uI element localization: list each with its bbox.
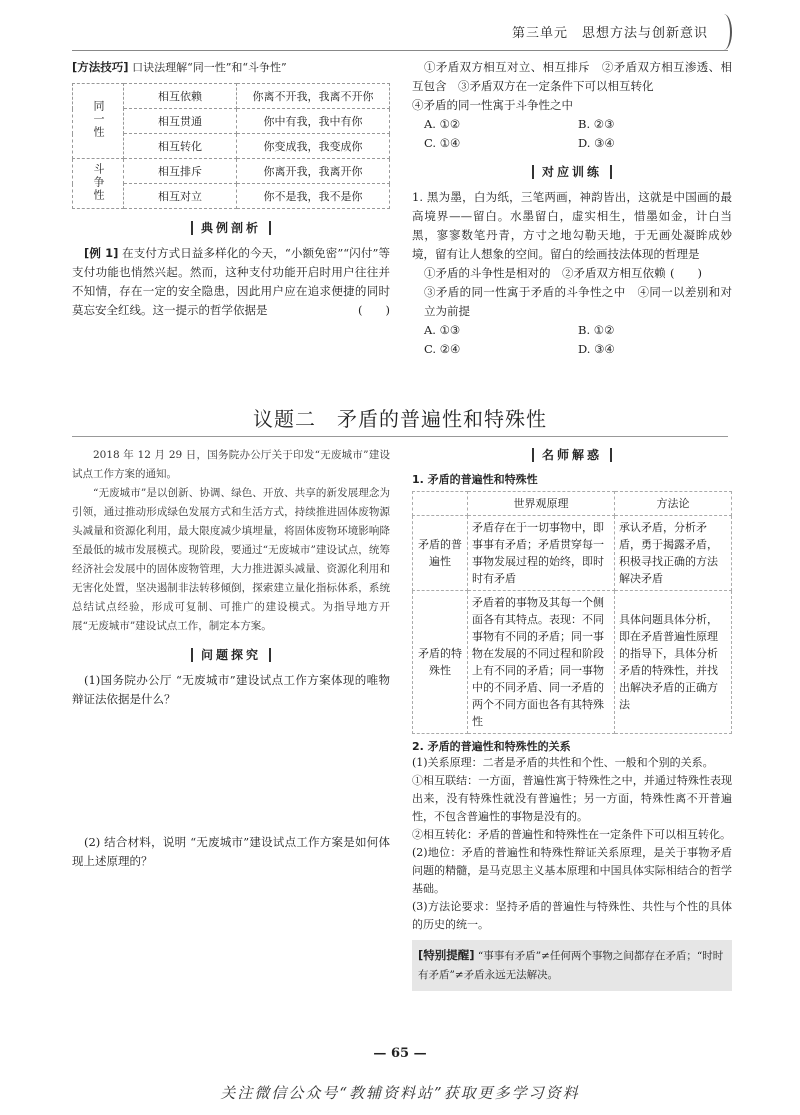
method-tip-tag: [方法技巧] [72,60,129,74]
left-column-top [72,58,390,320]
group-label-unity: 同一性 [73,84,124,159]
explain-paragraph-4: (2)地位：矛盾的普遍性和特殊性辩证关系原理，是关于事物矛盾问题的精髓，是马克思主义基本原理和中国具体实际相结合的哲学基础。 [412,846,732,895]
row-principle-particularity: 矛盾着的事物及其每一个侧面各有其特点。表现：不同事物有不同的矛盾；同一事物在发展的不同过程和阶段上有不同的矛盾；同一事物中的不同矛盾、同一矛盾的两个不同方面也各有其特殊性 [468,591,615,734]
table-row [413,516,732,591]
table-header-empty [413,492,468,516]
example-statements-2: ④矛盾的同一性寓于斗争性之中 [412,98,573,112]
question-1-bracket: ( ) [670,266,702,280]
table-cell: 你变成我，我变成你 [237,134,390,159]
table-row [73,84,390,109]
unit-header: 第三单元 思想方法与创新意识 [511,26,708,41]
table-cell: 相互转化 [124,134,237,159]
question-1-statement-2: ③矛盾的同一性寓于矛盾的斗争性之中 ④同一以差别和对立为前提 [424,285,732,318]
explain-paragraph-1: (1)关系原理：二者是矛盾的共性和个性、一般和个别的关系。 [412,756,714,769]
table-cell: 你离不开我，我离不开你 [237,84,390,109]
explain-paragraph-2: ①相互联结：一方面，普遍性寓于特殊性之中，并通过特殊性表现出来，没有特殊性就没有普遍性；另一方面，特殊性离不开普遍性，不包含普遍性的事物是没有的。 [412,774,732,823]
section-heading-inquiry: 问题探究 [72,646,390,663]
example-bracket: ( ) [358,303,390,317]
explain-table [412,491,732,734]
table-cell: 相互对立 [124,184,237,209]
inquiry-question-2: (2) 结合材料，说明 “无废城市”建设试点工作方案是如何体现上述原理的？ [72,835,390,868]
method-tip-table [72,83,390,209]
table-header-principle: 世界观原理 [468,492,615,516]
inquiry-question-1: (1)国务院办公厅 “无废城市”建设试点工作方案体现的唯物辩证法依据是什么？ [72,673,390,706]
table-cell: 你离开我，我离开你 [237,159,390,184]
option-c: C. ①④ [424,136,461,150]
method-tip-title: 口诀法理解“同一性”和“斗争性” [132,61,287,74]
explain-heading-2: 2. 矛盾的普遍性和特殊性的关系 [412,740,571,753]
section-heading-training: 对应训练 [412,163,732,180]
table-cell: 相互排斥 [124,159,237,184]
explain-paragraph-5: (3)方法论要求：坚持矛盾的普遍性与特殊性、共性与个性的具体的历史的统一。 [412,900,732,931]
section-heading-example: 典例剖析 [72,219,390,236]
option-d: D. ③④ [578,342,615,356]
example-statements-1: ①矛盾双方相互对立、相互排斥 ②矛盾双方相互渗透、相互包含 ③矛盾双方在一定条件下可以相互转化 [412,60,732,93]
option-d: D. ③④ [578,136,615,150]
row-name-universality: 矛盾的普遍性 [413,516,468,591]
example-1 [72,244,390,320]
material-paragraph-1: 2018 年 12 月 29 日，国务院办公厅关于印发“无废城市”建设试点工作方案的通知。 [72,449,390,480]
example-options [412,115,732,153]
option-b: B. ②③ [578,117,615,131]
table-cell: 你中有我，我中有你 [237,109,390,134]
row-method-universality: 承认矛盾，分析矛盾，勇于揭露矛盾，积极寻找正确的方法解决矛盾 [615,516,732,591]
option-b: B. ①② [578,323,615,337]
table-cell: 相互依赖 [124,84,237,109]
material-paragraph-2: “无废城市”是以创新、协调、绿色、开放、共享的新发展理念为引领，通过推动形成绿色发展方式和生活方式，持续推进固体废物源头减量和资源化利用，最大限度减少填埋量，将固体废物环境影响降至最低的城市发展模式。现阶段，要通过“无废城市”建设试点，统筹经济社会发展中的固体废物管理，大力推进源头减量、资源化利用和无害化处置，坚决遏制非法转移倾倒，探索建立量化指标体系，系统总结试点经验，形成可复制、可推广的建设模式。为指导地方开展“无废城市”建设试点工作，制定本方案。 [72,487,390,632]
option-a: A. ①③ [424,323,461,337]
special-note-box [412,940,732,991]
option-a: A. ①② [424,117,461,131]
table-header-method: 方法论 [615,492,732,516]
topic-title: 议题二 矛盾的普遍性和特殊性 [253,407,547,431]
page-number: — 65 — [373,1046,427,1061]
example-label: [例 1] [84,246,119,260]
row-principle-universality: 矛盾存在于一切事物中，即事事有矛盾；矛盾贯穿每一事物发展过程的始终，即时时有矛盾 [468,516,615,591]
table-cell: 相互贯通 [124,109,237,134]
table-cell: 你不是我，我不是你 [237,184,390,209]
section-heading-teacher: 名师解惑 [412,446,732,463]
question-1-options [412,321,732,359]
header-divider [72,50,728,51]
question-1-text: 1. 黑为墨，白为纸，三笔两画，神韵皆出，这就是中国画的最高境界——留白。水墨留白，虚实相生，惜墨如金，计白当黑，寥寥数笔丹青，方寸之地勾勒天地，于无画处凝眸成妙境，留有让人想象的空间。留白的绘画技法体现的哲理是 [412,190,732,261]
question-1-statement-1: ①矛盾的斗争性是相对的 ②矛盾双方相互依赖 [424,266,666,280]
footer-notice: 关注微信公众号“教辅资料站”获取更多学习资料 [220,1084,580,1102]
left-column-bottom [72,446,390,871]
answer-space-1[interactable] [72,709,390,833]
special-note-text: “事事有矛盾”≠任何两个事物之间都存在矛盾；“时时有矛盾”≠矛盾永远无法解决。 [418,950,724,981]
topic-divider [72,436,728,437]
table-row [73,159,390,184]
example-text: 在支付方式日益多样化的今天，“小额免密”“闪付”等支付功能也悄然兴起。然而，这种支付功能开启时用户往往并不知情，存在一定的安全隐患，因此用户应在追求便捷的同时莫忘安全红线。这一提示的哲学依据是 [72,246,390,317]
right-column-bottom [412,446,732,991]
explain-paragraph-3: ②相互转化：矛盾的普遍性和特殊性在一定条件下可以相互转化。 [412,828,731,841]
table-header-row [413,492,732,516]
explain-heading-1: 1. 矛盾的普遍性和特殊性 [412,473,538,486]
right-column-top [412,58,732,359]
row-method-particularity: 具体问题具体分析，即在矛盾普遍性原理的指导下，具体分析矛盾的特殊性，并找出解决矛盾的正确方法 [615,591,732,734]
row-name-particularity: 矛盾的特殊性 [413,591,468,734]
group-label-struggle: 斗争性 [73,159,124,209]
method-tip-title-line [72,58,390,77]
option-c: C. ②④ [424,342,461,356]
table-row [413,591,732,734]
special-note-tag: [特别提醒] [418,948,475,962]
header-curve-decoration [716,14,732,50]
